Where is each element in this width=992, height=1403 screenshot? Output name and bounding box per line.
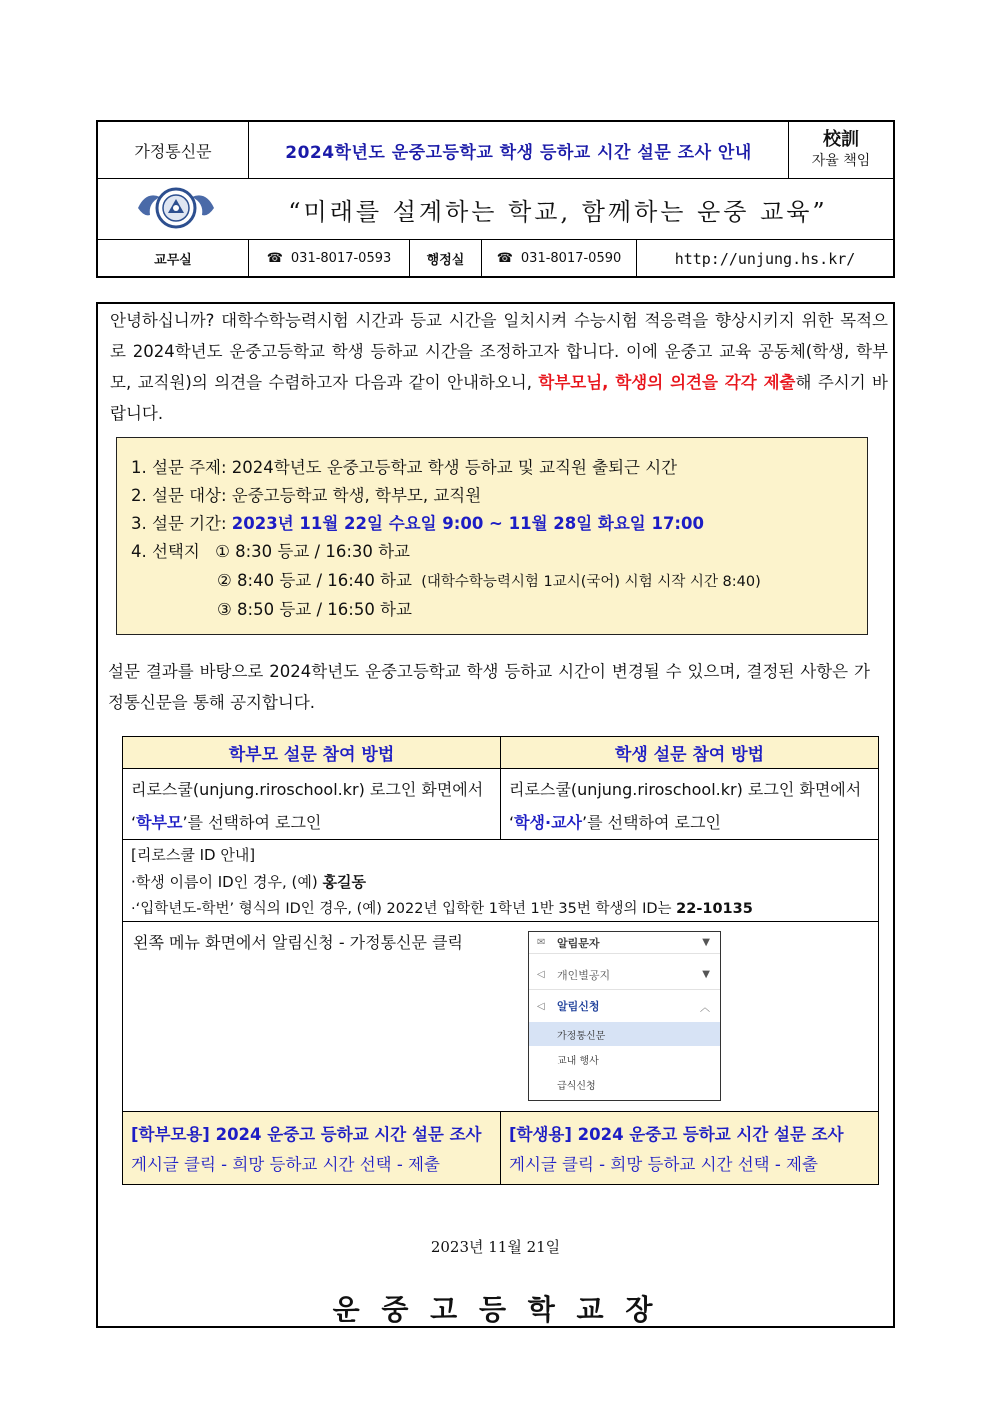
submenu-school-events[interactable]: 교내 행사 [557, 1055, 599, 1067]
student-login-line2 [509, 806, 870, 839]
student-login-line1: 리로스쿨(unjung.riroschool.kr) 로그인 화면에서 [509, 780, 862, 799]
page-title: 2024학년도 운중고등학교 학생 등하교 시간 설문 조사 안내 [285, 142, 752, 163]
parent-login-line2 [131, 806, 492, 839]
phone-icon: ☎ [496, 251, 513, 266]
intro-text: 안녕하십니까? 대학수학능력시험 시간과 등교 시간을 일치시켜 수능시험 적응력을 향상시키지 위한 목적으로 2024학년도 운중고등학교 학생 등하교 시간을 조정하고자 합니다. 이에 운중고 교육 공동체(학생, 학부모, 교직원)의 의견을 수렴하고자 다음과 같이 안내하오니, [110, 311, 888, 392]
parent-role: 학부모 [136, 813, 183, 832]
speaker-icon: ◁ [537, 1000, 545, 1012]
principal-signature: 운 중 고 등 학 교 장 [332, 1293, 659, 1326]
menu-item-alert-apply[interactable] [529, 991, 720, 1021]
student-post-cell [500, 1111, 879, 1185]
student-post-title: [학생용] 2024 운중고 등하교 시간 설문 조사 [509, 1125, 844, 1144]
phone-icon: ☎ [266, 251, 283, 266]
menu-item-label: 알림문자 [557, 936, 600, 950]
survey-info-box [116, 437, 868, 635]
intro-paragraph [110, 305, 888, 429]
id-guide-title: [리로스쿨 ID 안내] [131, 846, 256, 864]
survey-period [131, 510, 704, 534]
submenu-newsletter[interactable]: 가정통신문 [529, 1022, 720, 1046]
student-login-cell [500, 768, 879, 840]
phone-number: 031-8017-0590 [520, 251, 622, 266]
id-example-name: 홍길동 [322, 873, 366, 891]
choice-1: ① 8:30 등교 / 16:30 하교 [215, 542, 410, 561]
choice-2 [217, 567, 761, 591]
chevron-down-icon: ▼ [702, 937, 710, 948]
menu-instruction: 왼쪽 메뉴 화면에서 알림신청 - 가정통신문 클릭 [133, 933, 463, 952]
choices-label: 4. 선택지 [131, 542, 200, 561]
menu-item-label: 알림신청 [557, 1000, 600, 1013]
survey-target: 2. 설문 대상: 운중고등학교 학생, 학부모, 교직원 [131, 486, 482, 505]
issue-date: 2023년 11월 21일 [430, 1238, 561, 1256]
school-emblem-icon [136, 185, 216, 231]
parent-method-head: 학부모 설문 참여 방법 [122, 736, 501, 769]
parent-post-steps: 게시글 클릭 - 희망 등하교 시간 선택 - 제출 [131, 1155, 440, 1174]
school-motto [789, 122, 893, 178]
phone-number: 031-8017-0593 [290, 251, 392, 266]
intro-text-end: 해 주시기 바랍니다. [110, 373, 888, 423]
menu-item-alert-sms[interactable] [529, 932, 720, 954]
motto-label: 校訓 [823, 129, 859, 150]
survey-topic: 1. 설문 주제: 2024학년도 운중고등학교 학생 등하교 및 교직원 출퇴근 시간 [131, 458, 678, 477]
mail-icon: ✉ [537, 937, 546, 948]
phone-admin [482, 240, 636, 277]
student-method-head: 학생 설문 참여 방법 [500, 736, 879, 769]
school-logo [136, 185, 216, 231]
header-table [96, 120, 895, 278]
motto-value: 자율 책임 [811, 153, 871, 169]
chevron-up-icon: ︿ [700, 1002, 710, 1014]
menu-item-label: 개인별공지 [557, 968, 611, 982]
choice-2-text: ② 8:40 등교 / 16:40 하교 [217, 571, 412, 590]
intro-highlight: 학부모님, 학생의 의견을 각각 제출 [538, 373, 796, 392]
school-url[interactable]: http://unjung.hs.kr/ [674, 249, 856, 268]
parent-login-line1: 리로스쿨(unjung.riroschool.kr) 로그인 화면에서 [131, 780, 484, 799]
result-note: 설문 결과를 바탕으로 2024학년도 운중고등학교 학생 등하교 시간이 변경될 수 있으며, 결정된 사항은 가정통신문을 통해 공지합니다. [108, 662, 870, 712]
id-example-number: 22-10135 [676, 901, 753, 917]
parent-login-cell [122, 768, 501, 840]
dept-academic: 교무실 [154, 253, 192, 268]
speaker-icon: ◁ [537, 969, 545, 980]
quote: ‘ [509, 813, 515, 832]
submenu-meal-apply[interactable]: 급식신청 [557, 1080, 596, 1092]
survey-choices [131, 538, 410, 562]
menu-guide-cell [122, 921, 879, 1112]
parent-login-rest: ’를 선택하여 로그인 [182, 813, 322, 832]
choice-3: ③ 8:50 등교 / 16:50 하교 [217, 600, 412, 619]
phone-academic [249, 240, 409, 277]
menu-item-personal-notice[interactable] [529, 960, 720, 990]
id-guide-cell [122, 839, 879, 922]
menu-screenshot [528, 931, 721, 1101]
dept-admin: 행정실 [426, 253, 465, 268]
id-line1-text: ·학생 이름이 ID인 경우, (예) [131, 873, 323, 891]
category-label: 가정통신문 [134, 141, 212, 161]
quote: ‘ [131, 813, 137, 832]
student-login-rest: ’를 선택하여 로그인 [582, 813, 721, 832]
student-post-steps: 게시글 클릭 - 희망 등하교 시간 선택 - 제출 [509, 1155, 818, 1174]
student-role: 학생·교사 [514, 813, 582, 832]
id-guide-line1 [131, 869, 870, 896]
survey-period-label: 3. 설문 기간: [131, 514, 232, 533]
chevron-down-icon: ▼ [702, 969, 710, 980]
id-guide-line2 [131, 896, 870, 923]
id-line2-text: ·‘입학년도-학번’ 형식의 ID인 경우, (예) 2022년 입학한 1학년 1반 35번 학생의 ID는 [131, 901, 677, 917]
school-slogan: “미래를 설계하는 학교, 함께하는 운중 교육” [288, 197, 828, 226]
parent-post-title: [학부모용] 2024 운중고 등하교 시간 설문 조사 [131, 1125, 482, 1144]
parent-post-cell [122, 1111, 501, 1185]
choice-2-note: (대학수학능력시험 1교시(국어) 시험 시작 시간 8:40) [421, 574, 761, 590]
survey-period-value: 2023년 11월 22일 수요일 9:00 ~ 11월 28일 화요일 17:00 [231, 514, 704, 533]
